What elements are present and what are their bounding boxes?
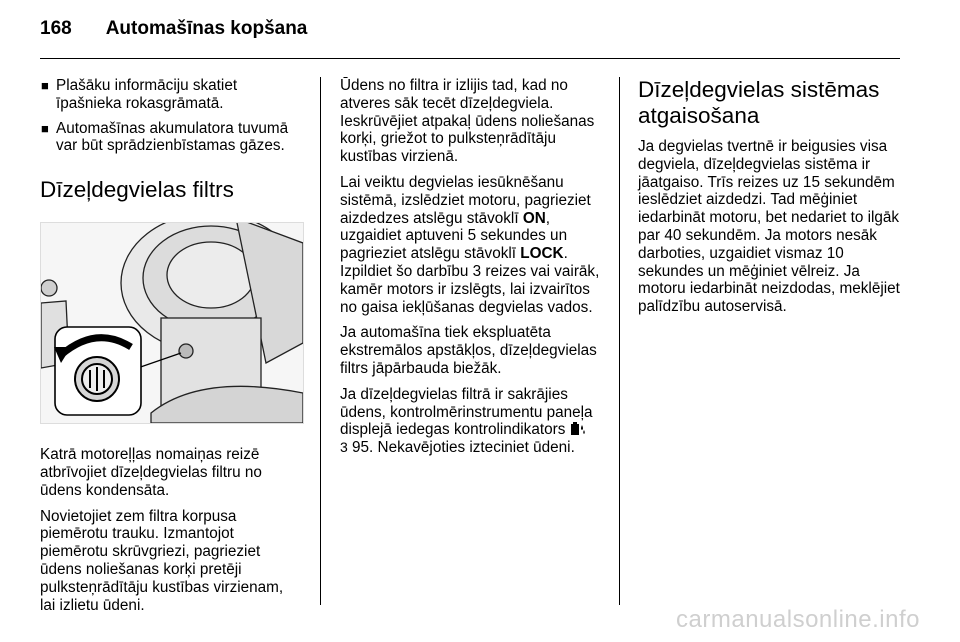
column-3: [638, 77, 904, 324]
list-item: ■ Automašīnas akumulatora tuvumā var būt sprādzienbīstamas gāzes.: [41, 119, 289, 155]
water-in-fuel-indicator-icon: [570, 421, 586, 438]
column-1: [40, 77, 302, 622]
header-rule: [40, 58, 900, 59]
section-heading-diesel-filter: Dīzeļdegvielas filtrs: [40, 177, 234, 203]
watermark-text: carmanualsonline.info: [676, 606, 920, 633]
key-position-on: ON: [522, 209, 546, 227]
diesel-filter-illustration: [40, 222, 304, 424]
paragraph: Ja dīzeļdegvielas filtrā ir sakrājies ūdens, kontrolmērinstrumentu paneļa displejā iedegas kontrolindikators 3 95. Nekavējoties izteciniet ūdeni.: [340, 385, 593, 457]
list-item: ■ Plašāku informāciju skatiet īpašnieka rokasgrāmatā.: [41, 77, 238, 112]
bullet-icon: ■: [41, 120, 49, 136]
page-header: [40, 18, 307, 40]
paragraph: Ja automašīna tiek ekspluatēta ekstremālos apstākļos, dīzeļdegvielas filtrs jāpārbauda biežāk.: [340, 324, 597, 377]
bullet-list: [40, 77, 302, 155]
column-divider-2: [619, 77, 620, 605]
bullet-icon: ■: [41, 78, 49, 93]
reference-arrow-icon: 3: [340, 439, 348, 456]
key-position-lock: LOCK: [520, 245, 564, 263]
paragraph: Ūdens no filtra ir izlijis tad, kad no atveres sāk tecēt dīzeļdegviela. Ieskrūvējiet atpakaļ ūdens noliešanas korķi, griežot to pulksteņrādītāju kustības virzienā.: [340, 77, 595, 166]
paragraph: Katrā motoreļļas nomaiņas reizē atbrīvojiet dīzeļdegvielas filtru no ūdens kondensāta.: [40, 446, 262, 499]
paragraph: Novietojiet zem filtra korpusa piemērotu trauku. Izmantojot piemērotu skrūvgriezi, pagrieziet ūdens noliešanas korķi pretēji pulksteņrādītāju kustības virzienam, lai izlietu ūdeni.: [40, 507, 284, 614]
paragraph: Lai veiktu degvielas iesūknēšanu sistēmā, izslēdziet motoru, pagrieziet aizdedzes atslēgu stāvoklī ON, uzgaidiet aptuveni 5 sekundes un pagrieziet atslēgu stāvoklī LOCK. Izpildiet šo darbību 3 reizes vai vairāk, kamēr motors ir izslēgts, lai izvairītos no gaisa iekļūšanas degvielas vados.: [340, 173, 600, 316]
paragraph: Ja degvielas tvertnē ir beigusies visa degviela, dīzeļdegvielas sistēma ir jāatgaiso. Trīs reizes uz 15 sekundēm ieslēdziet aizdedzi. Tad mēģiniet iedarbināt motoru, bet nedariet to ilgāk par 40 sekundēm. Ja motors nesāk darboties, uzgaidiet vismaz 10 sekundes un mēģiniet vēlreiz. Ja motoru iedarbināt neizdodas, meklējiet palīdzību autoservisā.: [638, 138, 900, 316]
column-2: [340, 77, 606, 465]
page-title: Automašīnas kopšana: [105, 18, 308, 39]
column-divider-1: [320, 77, 321, 605]
page-number: 168: [40, 18, 72, 39]
section-heading-bleeding: Dīzeļdegvielas sistēmas atgaisošana: [638, 77, 880, 128]
